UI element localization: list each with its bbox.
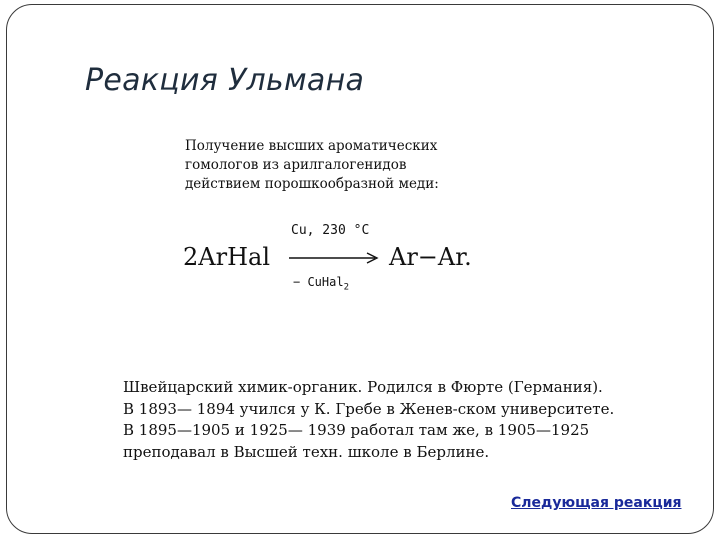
bio-line: В 1893— 1894 учился у К. Гребе в Женев-ском университете. (123, 399, 615, 418)
reaction-arrow-icon (289, 251, 381, 265)
intro-line: Получение высших ароматических (185, 138, 438, 154)
reaction-condition-top: Cu, 230 °C (291, 223, 370, 238)
intro-line: действием порошкообразной меди: (185, 176, 439, 192)
bio-line: преподавал в Высшей техн. школе в Берлине. (123, 442, 490, 461)
condition-bottom-subscript: 2 (343, 282, 349, 293)
bio-line: Швейцарский химик-органик. Родился в Фюрте (Германия). (123, 378, 603, 396)
slide-title: Реакция Ульмана (85, 63, 365, 98)
bio-line: В 1895—1905 и 1925— 1939 работал там же, в 1905—1925 (123, 421, 590, 439)
reaction-condition-bottom (293, 275, 349, 292)
intro-line: гомологов из арилгалогенидов (185, 157, 407, 173)
reaction-equation (183, 223, 513, 303)
biography-text (123, 377, 663, 463)
product-formula: Ar−Ar. (389, 243, 472, 271)
intro-text (185, 137, 525, 194)
condition-bottom-text: − CuHal (293, 275, 344, 289)
reactant-formula: 2ArHal (183, 243, 270, 271)
slide-frame (6, 4, 714, 534)
next-reaction-link[interactable]: Следующая реакция (511, 495, 682, 511)
